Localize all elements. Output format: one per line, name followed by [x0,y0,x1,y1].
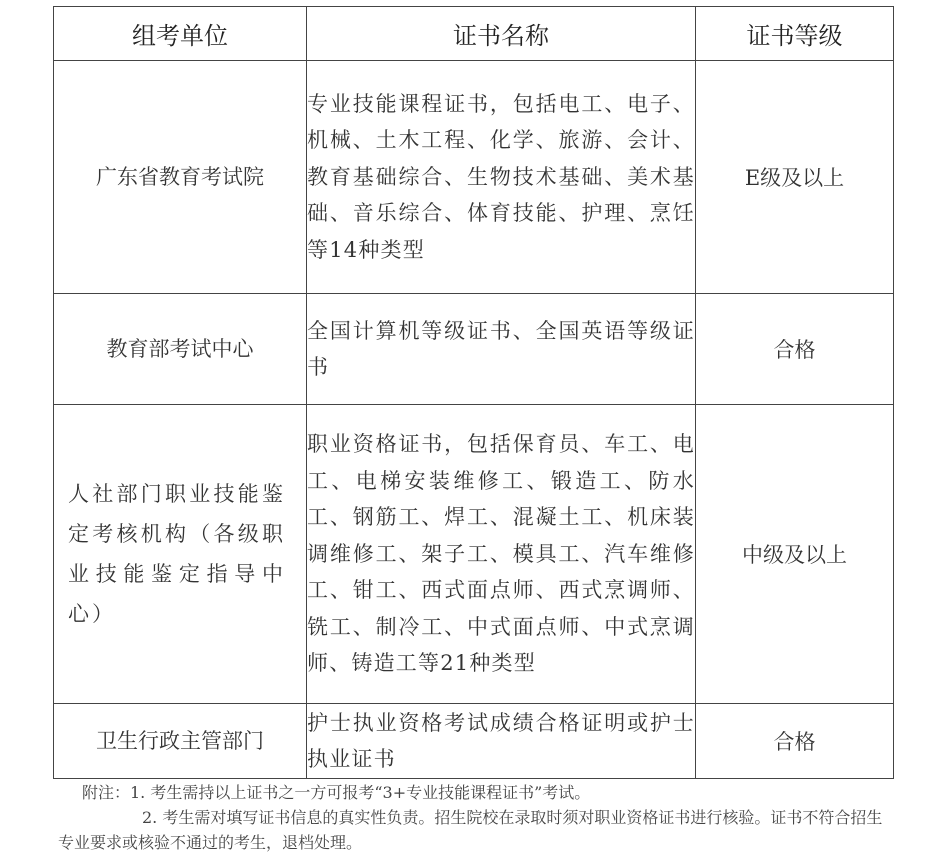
table-row [54,294,894,405]
cell-cert-name: 全国计算机等级证书、全国英语等级证书 [307,294,696,405]
cell-unit: 卫生行政主管部门 [54,704,307,779]
cell-unit: 广东省教育考试院 [54,61,307,294]
cell-cert-name: 专业技能课程证书，包括电工、电子、机械、土木工程、化学、旅游、会计、教育基础综合、生物技术基础、美术基础、音乐综合、体育技能、护理、烹饪等14种类型 [307,61,696,294]
cell-cert-name: 护士执业资格考试成绩合格证明或护士执业证书 [307,704,696,779]
table-row [54,704,894,779]
cell-cert-level: 合格 [696,294,894,405]
table-row [54,61,894,294]
footnote-1: 附注：1. 考生需持以上证书之一方可报考“3+专业技能课程证书”考试。 [82,783,591,802]
cell-cert-level: 合格 [696,704,894,779]
cell-cert-level: E级及以上 [696,61,894,294]
header-cert-level: 证书等级 [696,7,894,61]
certificate-table [53,6,894,779]
footnote-2: 2. 考生需对填写证书信息的真实性负责。招生院校在录取时须对职业资格证书进行核验。证书不符合招生专业要求或核验不通过的考生，退档处理。 [58,808,883,852]
header-unit: 组考单位 [54,7,307,61]
header-cert-name: 证书名称 [307,7,696,61]
cell-unit: 教育部考试中心 [54,294,307,405]
cell-cert-name: 职业资格证书，包括保育员、车工、电工、电梯安装维修工、锻造工、防水工、钢筋工、焊工、混凝土工、机床装调维修工、架子工、模具工、汽车维修工、钳工、西式面点师、西式烹调师、铣工、制冷工、中式面点师、中式烹调师、铸造工等21种类型 [307,405,696,704]
table-row [54,405,894,704]
table-header [54,7,894,61]
cell-cert-level: 中级及以上 [696,405,894,704]
cell-unit: 人社部门职业技能鉴定考核机构（各级职业技能鉴定指导中心） [54,405,307,704]
